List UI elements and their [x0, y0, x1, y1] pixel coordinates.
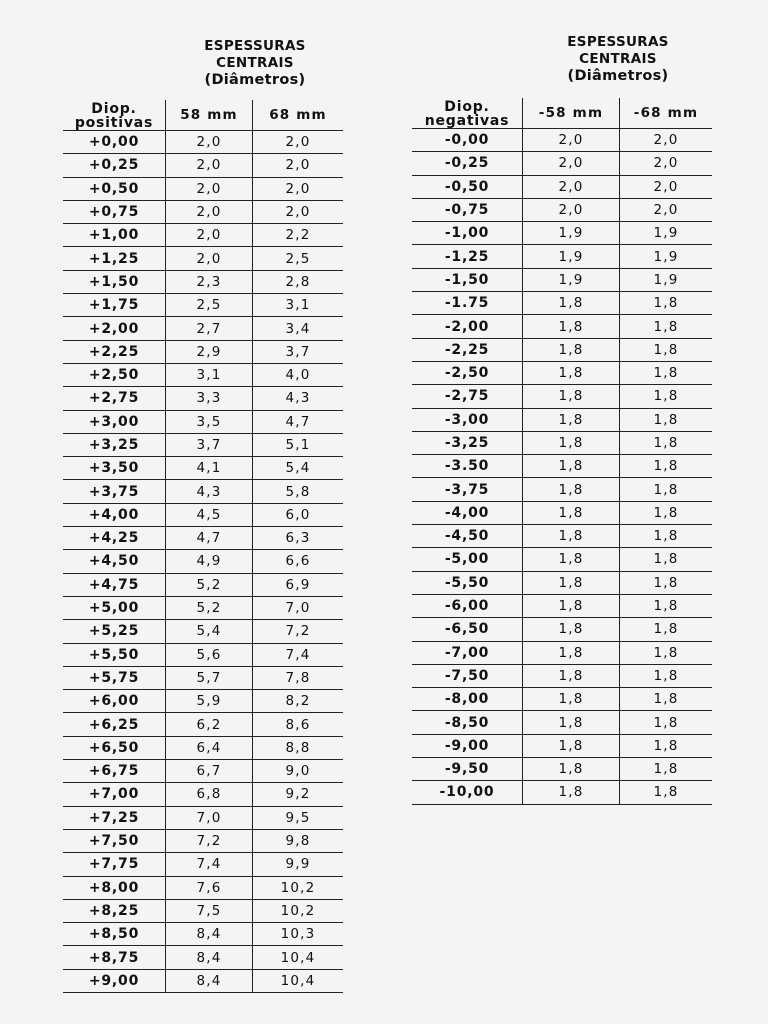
thickness-58mm-cell: 7,2 — [166, 829, 253, 852]
thickness-58mm-cell: 2,9 — [166, 340, 253, 363]
table-row — [412, 641, 712, 664]
diopter-cell: +6,00 — [63, 690, 166, 713]
diopter-cell: -0,50 — [412, 175, 523, 198]
thickness-58mm-cell: 1,8 — [523, 478, 620, 501]
header-diopters: Diop. negativas — [412, 98, 523, 129]
diopter-cell: +7,75 — [63, 853, 166, 876]
left-title-line1: ESPESSURAS — [204, 38, 306, 54]
thickness-68mm-cell: 9,5 — [253, 806, 344, 829]
diopter-cell: -6,50 — [412, 618, 523, 641]
table-row — [63, 876, 343, 899]
left-title-line3: (Diâmetros) — [204, 72, 306, 88]
thickness-68mm-cell: 7,0 — [253, 596, 344, 619]
table-row — [412, 431, 712, 454]
table-row — [412, 361, 712, 384]
diopter-cell: +8,50 — [63, 923, 166, 946]
diopter-cell: +1,50 — [63, 270, 166, 293]
diopter-cell: +7,00 — [63, 783, 166, 806]
table-row — [63, 200, 343, 223]
diopter-cell: +5,75 — [63, 666, 166, 689]
table-row — [63, 829, 343, 852]
diopter-cell: -8,50 — [412, 711, 523, 734]
thickness-68mm-cell: 3,1 — [253, 294, 344, 317]
table-header-row — [63, 100, 343, 131]
table-row — [63, 340, 343, 363]
thickness-58mm-cell: 1,9 — [523, 268, 620, 291]
thickness-58mm-cell: 1,8 — [523, 431, 620, 454]
table-row — [63, 527, 343, 550]
left-table-title — [180, 38, 330, 89]
thickness-58mm-cell: 1,8 — [523, 594, 620, 617]
diopter-cell: -3,00 — [412, 408, 523, 431]
diopter-cell: +0,25 — [63, 154, 166, 177]
thickness-68mm-cell: 1,8 — [620, 571, 713, 594]
thickness-68mm-cell: 1,8 — [620, 594, 713, 617]
table-row — [63, 154, 343, 177]
thickness-58mm-cell: 6,2 — [166, 713, 253, 736]
thickness-68mm-cell: 2,2 — [253, 224, 344, 247]
diopter-cell: -0,00 — [412, 129, 523, 152]
thickness-68mm-cell: 2,0 — [253, 200, 344, 223]
thickness-68mm-cell: 2,0 — [620, 198, 713, 221]
thickness-68mm-cell: 1,8 — [620, 361, 713, 384]
thickness-58mm-cell: 2,7 — [166, 317, 253, 340]
table-row — [63, 853, 343, 876]
thickness-58mm-cell: 7,4 — [166, 853, 253, 876]
thickness-68mm-cell: 1,8 — [620, 431, 713, 454]
diopter-cell: -3,75 — [412, 478, 523, 501]
diopter-cell: -2,75 — [412, 385, 523, 408]
thickness-68mm-cell: 6,0 — [253, 503, 344, 526]
thickness-68mm-cell: 1,8 — [620, 408, 713, 431]
thickness-68mm-cell: 3,7 — [253, 340, 344, 363]
table-header-row — [412, 98, 712, 129]
header-diopters: Diop. positivas — [63, 100, 166, 131]
table-row — [63, 946, 343, 969]
diopter-cell: +4,50 — [63, 550, 166, 573]
thickness-58mm-cell: 3,3 — [166, 387, 253, 410]
table-row — [412, 455, 712, 478]
thickness-58mm-cell: 5,2 — [166, 573, 253, 596]
thickness-68mm-cell: 2,0 — [253, 154, 344, 177]
table-row — [412, 198, 712, 221]
thickness-58mm-cell: 4,7 — [166, 527, 253, 550]
thickness-58mm-cell: 7,6 — [166, 876, 253, 899]
table-row — [63, 643, 343, 666]
thickness-58mm-cell: 6,8 — [166, 783, 253, 806]
table-row — [63, 270, 343, 293]
thickness-58mm-cell: 2,3 — [166, 270, 253, 293]
table-row — [63, 294, 343, 317]
diopter-cell: +2,50 — [63, 363, 166, 386]
table-row — [63, 690, 343, 713]
thickness-58mm-cell: 6,7 — [166, 760, 253, 783]
thickness-58mm-cell: 1,8 — [523, 688, 620, 711]
thickness-68mm-cell: 1,8 — [620, 618, 713, 641]
right-title-line3: (Diâmetros) — [567, 68, 669, 84]
table-row — [63, 410, 343, 433]
table-row — [63, 131, 343, 154]
diopter-cell: +2,25 — [63, 340, 166, 363]
table-row — [63, 573, 343, 596]
thickness-68mm-cell: 1,9 — [620, 222, 713, 245]
thickness-58mm-cell: 1,8 — [523, 385, 620, 408]
thickness-58mm-cell: 2,0 — [166, 247, 253, 270]
diopter-cell: -2,00 — [412, 315, 523, 338]
table-row — [412, 594, 712, 617]
thickness-58mm-cell: 2,0 — [166, 200, 253, 223]
thickness-68mm-cell: 1,9 — [620, 268, 713, 291]
table-row — [412, 315, 712, 338]
thickness-58mm-cell: 5,2 — [166, 596, 253, 619]
table-row — [63, 969, 343, 992]
table-row — [412, 222, 712, 245]
thickness-68mm-cell: 1,8 — [620, 478, 713, 501]
table-row — [412, 501, 712, 524]
table-row — [412, 525, 712, 548]
thickness-68mm-cell: 1,8 — [620, 548, 713, 571]
diopter-cell: +5,50 — [63, 643, 166, 666]
thickness-58mm-cell: 1,8 — [523, 292, 620, 315]
diopter-cell: +4,00 — [63, 503, 166, 526]
thickness-68mm-cell: 10,2 — [253, 876, 344, 899]
table-row — [63, 550, 343, 573]
diopter-cell: -0,75 — [412, 198, 523, 221]
table-row — [412, 711, 712, 734]
thickness-58mm-cell: 4,1 — [166, 457, 253, 480]
thickness-58mm-cell: 1,8 — [523, 455, 620, 478]
table-row — [63, 736, 343, 759]
table-row — [412, 385, 712, 408]
thickness-58mm-cell: 2,0 — [523, 152, 620, 175]
diopter-cell: -8,00 — [412, 688, 523, 711]
diopter-cell: +3,00 — [63, 410, 166, 433]
thickness-58mm-cell: 1,8 — [523, 664, 620, 687]
thickness-58mm-cell: 1,8 — [523, 548, 620, 571]
thickness-68mm-cell: 6,9 — [253, 573, 344, 596]
table-row — [63, 224, 343, 247]
diopter-cell: -2,50 — [412, 361, 523, 384]
diopter-cell: -6,00 — [412, 594, 523, 617]
diopter-cell: +4,25 — [63, 527, 166, 550]
thickness-68mm-cell: 7,2 — [253, 620, 344, 643]
thickness-68mm-cell: 1,8 — [620, 758, 713, 781]
thickness-58mm-cell: 2,0 — [166, 224, 253, 247]
diopter-cell: +6,50 — [63, 736, 166, 759]
table-row — [63, 480, 343, 503]
table-row — [63, 177, 343, 200]
diopter-cell: +1,00 — [63, 224, 166, 247]
thickness-68mm-cell: 1,8 — [620, 525, 713, 548]
thickness-68mm-cell: 1,9 — [620, 245, 713, 268]
table-row — [412, 618, 712, 641]
table-row — [63, 387, 343, 410]
thickness-58mm-cell: 3,7 — [166, 433, 253, 456]
thickness-68mm-cell: 8,8 — [253, 736, 344, 759]
thickness-68mm-cell: 10,4 — [253, 969, 344, 992]
table-row — [412, 664, 712, 687]
thickness-68mm-cell: 2,5 — [253, 247, 344, 270]
header-68mm: -68 mm — [620, 98, 713, 129]
thickness-58mm-cell: 6,4 — [166, 736, 253, 759]
diopter-cell: -10,00 — [412, 781, 523, 804]
diopter-cell: -2,25 — [412, 338, 523, 361]
thickness-68mm-cell: 1,8 — [620, 315, 713, 338]
thickness-58mm-cell: 4,3 — [166, 480, 253, 503]
thickness-68mm-cell: 9,0 — [253, 760, 344, 783]
thickness-58mm-cell: 2,0 — [166, 154, 253, 177]
header-68mm: 68 mm — [253, 100, 344, 131]
thickness-58mm-cell: 1,8 — [523, 571, 620, 594]
table-row — [63, 457, 343, 480]
table-row — [63, 596, 343, 619]
thickness-58mm-cell: 7,5 — [166, 899, 253, 922]
thickness-58mm-cell: 2,5 — [166, 294, 253, 317]
thickness-68mm-cell: 5,8 — [253, 480, 344, 503]
right-title-line2: CENTRAIS — [579, 51, 657, 67]
table-row — [412, 548, 712, 571]
thickness-58mm-cell: 1,8 — [523, 315, 620, 338]
diopter-cell: +6,25 — [63, 713, 166, 736]
diopter-cell: -9,00 — [412, 734, 523, 757]
thickness-58mm-cell: 1,8 — [523, 525, 620, 548]
table-row — [412, 734, 712, 757]
diopter-cell: -3.50 — [412, 455, 523, 478]
diopter-cell: +0,50 — [63, 177, 166, 200]
diopter-cell: -3,25 — [412, 431, 523, 454]
thickness-68mm-cell: 7,8 — [253, 666, 344, 689]
header-58mm: -58 mm — [523, 98, 620, 129]
thickness-68mm-cell: 9,9 — [253, 853, 344, 876]
diopter-cell: -4,00 — [412, 501, 523, 524]
thickness-68mm-cell: 1,8 — [620, 664, 713, 687]
diopter-cell: +3,75 — [63, 480, 166, 503]
thickness-68mm-cell: 1,8 — [620, 734, 713, 757]
diopter-cell: +0,00 — [63, 131, 166, 154]
thickness-58mm-cell: 8,4 — [166, 946, 253, 969]
thickness-68mm-cell: 3,4 — [253, 317, 344, 340]
thickness-58mm-cell: 4,9 — [166, 550, 253, 573]
table-row — [412, 129, 712, 152]
table-row — [412, 781, 712, 804]
diopter-cell: -1,00 — [412, 222, 523, 245]
thickness-68mm-cell: 8,6 — [253, 713, 344, 736]
thickness-58mm-cell: 1,8 — [523, 734, 620, 757]
diopter-cell: -4,50 — [412, 525, 523, 548]
thickness-68mm-cell: 6,6 — [253, 550, 344, 573]
thickness-58mm-cell: 1,8 — [523, 338, 620, 361]
diopter-cell: +1,25 — [63, 247, 166, 270]
diopter-cell: +4,75 — [63, 573, 166, 596]
table-row — [63, 620, 343, 643]
thickness-58mm-cell: 1,8 — [523, 641, 620, 664]
thickness-68mm-cell: 6,3 — [253, 527, 344, 550]
diopter-cell: +0,75 — [63, 200, 166, 223]
thickness-58mm-cell: 2,0 — [523, 129, 620, 152]
thickness-68mm-cell: 4,7 — [253, 410, 344, 433]
header-58mm: 58 mm — [166, 100, 253, 131]
thickness-58mm-cell: 1,9 — [523, 245, 620, 268]
diopter-cell: +6,75 — [63, 760, 166, 783]
right-table-title — [543, 34, 693, 85]
diopter-cell: +3,50 — [63, 457, 166, 480]
thickness-58mm-cell: 1,8 — [523, 711, 620, 734]
thickness-68mm-cell: 8,2 — [253, 690, 344, 713]
diopter-cell: +7,50 — [63, 829, 166, 852]
right-title-line1: ESPESSURAS — [567, 34, 669, 50]
thickness-68mm-cell: 9,8 — [253, 829, 344, 852]
thickness-68mm-cell: 1,8 — [620, 688, 713, 711]
thickness-58mm-cell: 1,8 — [523, 361, 620, 384]
diopter-cell: +2,00 — [63, 317, 166, 340]
table-row — [63, 783, 343, 806]
table-row — [63, 317, 343, 340]
diopter-cell: -7,00 — [412, 641, 523, 664]
diopter-cell: -0,25 — [412, 152, 523, 175]
table-row — [63, 806, 343, 829]
thickness-68mm-cell: 2,0 — [253, 177, 344, 200]
thickness-58mm-cell: 1,8 — [523, 618, 620, 641]
negative-diopters-table — [412, 98, 712, 805]
thickness-68mm-cell: 9,2 — [253, 783, 344, 806]
diopter-cell: +1,75 — [63, 294, 166, 317]
table-row — [412, 688, 712, 711]
table-row — [63, 666, 343, 689]
thickness-58mm-cell: 8,4 — [166, 923, 253, 946]
table-row — [412, 338, 712, 361]
diopter-cell: -1.75 — [412, 292, 523, 315]
diopter-cell: -5,50 — [412, 571, 523, 594]
table-row — [412, 175, 712, 198]
thickness-58mm-cell: 1,8 — [523, 781, 620, 804]
thickness-58mm-cell: 1,8 — [523, 408, 620, 431]
diopter-cell: +8,25 — [63, 899, 166, 922]
thickness-68mm-cell: 10,4 — [253, 946, 344, 969]
thickness-58mm-cell: 5,7 — [166, 666, 253, 689]
thickness-58mm-cell: 3,1 — [166, 363, 253, 386]
thickness-68mm-cell: 1,8 — [620, 711, 713, 734]
diopter-cell: +2,75 — [63, 387, 166, 410]
diopter-cell: -9,50 — [412, 758, 523, 781]
left-title-line2: CENTRAIS — [216, 55, 294, 71]
table-row — [63, 760, 343, 783]
thickness-58mm-cell: 2,0 — [166, 177, 253, 200]
thickness-58mm-cell: 2,0 — [523, 198, 620, 221]
table-row — [63, 503, 343, 526]
thickness-68mm-cell: 2,8 — [253, 270, 344, 293]
thickness-58mm-cell: 5,4 — [166, 620, 253, 643]
thickness-58mm-cell: 8,4 — [166, 969, 253, 992]
thickness-58mm-cell: 3,5 — [166, 410, 253, 433]
thickness-68mm-cell: 1,8 — [620, 455, 713, 478]
diopter-cell: +8,00 — [63, 876, 166, 899]
thickness-58mm-cell: 7,0 — [166, 806, 253, 829]
thickness-68mm-cell: 1,8 — [620, 292, 713, 315]
diopter-cell: -7,50 — [412, 664, 523, 687]
table-row — [412, 292, 712, 315]
table-row — [412, 152, 712, 175]
diopter-cell: +9,00 — [63, 969, 166, 992]
thickness-68mm-cell: 1,8 — [620, 338, 713, 361]
thickness-58mm-cell: 1,9 — [523, 222, 620, 245]
thickness-68mm-cell: 1,8 — [620, 501, 713, 524]
thickness-68mm-cell: 2,0 — [253, 131, 344, 154]
diopter-cell: +8,75 — [63, 946, 166, 969]
table-row — [63, 713, 343, 736]
table-row — [63, 247, 343, 270]
thickness-58mm-cell: 5,9 — [166, 690, 253, 713]
thickness-68mm-cell: 10,2 — [253, 899, 344, 922]
thickness-58mm-cell: 5,6 — [166, 643, 253, 666]
diopter-cell: +5,00 — [63, 596, 166, 619]
table-row — [412, 245, 712, 268]
thickness-68mm-cell: 1,8 — [620, 385, 713, 408]
table-row — [412, 408, 712, 431]
positive-diopters-table — [63, 100, 343, 993]
thickness-58mm-cell: 1,8 — [523, 501, 620, 524]
table-row — [63, 899, 343, 922]
diopter-cell: -5,00 — [412, 548, 523, 571]
thickness-68mm-cell: 4,0 — [253, 363, 344, 386]
thickness-68mm-cell: 5,1 — [253, 433, 344, 456]
table-row — [63, 433, 343, 456]
diopter-cell: +7,25 — [63, 806, 166, 829]
thickness-68mm-cell: 5,4 — [253, 457, 344, 480]
table-row — [63, 923, 343, 946]
thickness-58mm-cell: 2,0 — [166, 131, 253, 154]
thickness-68mm-cell: 1,8 — [620, 641, 713, 664]
thickness-68mm-cell: 4,3 — [253, 387, 344, 410]
thickness-68mm-cell: 1,8 — [620, 781, 713, 804]
thickness-68mm-cell: 2,0 — [620, 129, 713, 152]
thickness-68mm-cell: 2,0 — [620, 152, 713, 175]
thickness-68mm-cell: 10,3 — [253, 923, 344, 946]
table-row — [412, 571, 712, 594]
thickness-68mm-cell: 2,0 — [620, 175, 713, 198]
diopter-cell: +5,25 — [63, 620, 166, 643]
table-row — [412, 758, 712, 781]
thickness-58mm-cell: 4,5 — [166, 503, 253, 526]
diopter-cell: +3,25 — [63, 433, 166, 456]
table-row — [412, 268, 712, 291]
thickness-68mm-cell: 7,4 — [253, 643, 344, 666]
diopter-cell: -1,50 — [412, 268, 523, 291]
table-row — [63, 363, 343, 386]
thickness-58mm-cell: 1,8 — [523, 758, 620, 781]
thickness-58mm-cell: 2,0 — [523, 175, 620, 198]
table-row — [412, 478, 712, 501]
diopter-cell: -1,25 — [412, 245, 523, 268]
